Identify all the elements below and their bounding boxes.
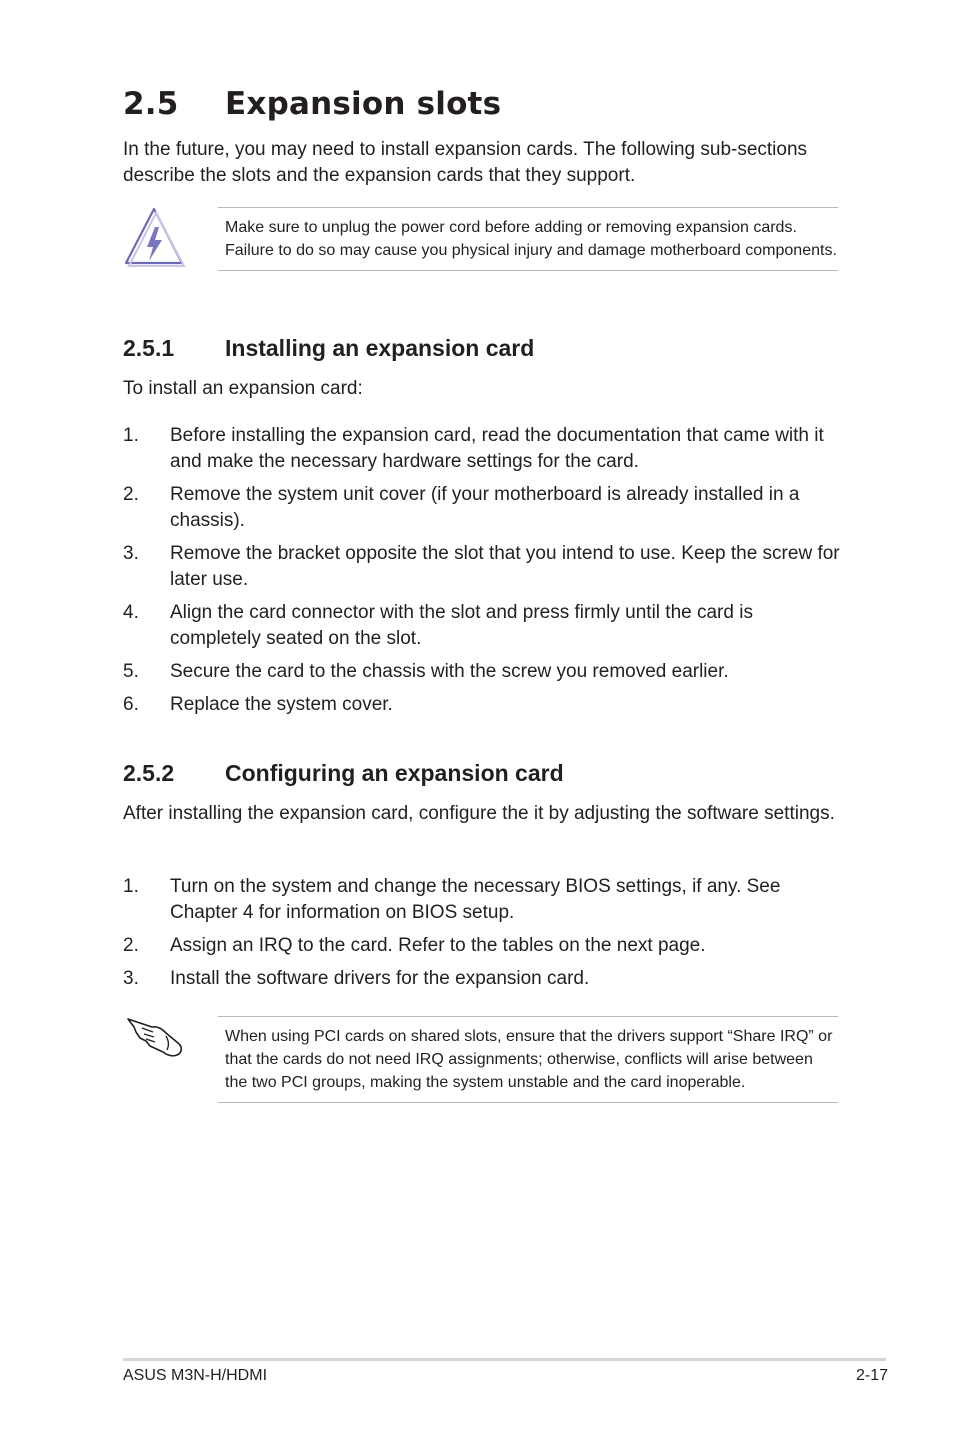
- list-item: [123, 874, 843, 926]
- list-item: [123, 600, 843, 652]
- section-title: Expansion slots: [225, 86, 502, 122]
- subsection-intro: After installing the expansion card, configure the it by adjusting the software settings.: [123, 803, 835, 824]
- warning-box: [218, 207, 838, 271]
- step-number: 1.: [123, 876, 139, 897]
- install-steps-list: [123, 423, 843, 725]
- list-item: [123, 692, 843, 718]
- footer-product-name: ASUS M3N-H/HDMI: [123, 1367, 268, 1384]
- step-text: Replace the system cover.: [170, 694, 393, 715]
- list-item: [123, 933, 843, 959]
- note-box: [218, 1016, 838, 1103]
- list-item: [123, 541, 843, 593]
- step-text: Install the software drivers for the expansion card.: [170, 968, 590, 989]
- subsection-title: Installing an expansion card: [225, 335, 535, 361]
- section-number: 2.5: [123, 86, 179, 122]
- step-text: Secure the card to the chassis with the screw you removed earlier.: [170, 661, 729, 682]
- pointing-hand-icon: [122, 1010, 186, 1065]
- step-text: Assign an IRQ to the card. Refer to the tables on the next page.: [170, 935, 706, 956]
- subsection-heading-1: [123, 335, 534, 362]
- step-number: 6.: [123, 694, 139, 715]
- warning-lightning-icon: [122, 205, 186, 272]
- configure-steps-list: [123, 874, 843, 999]
- step-number: 4.: [123, 602, 139, 623]
- note-text: When using PCI cards on shared slots, ensure that the drivers support “Share IRQ” or that the cards do not need IRQ assignments; otherwise, conflicts will arise between the two PCI groups, making the system unstable and the card inoperable.: [225, 1028, 833, 1091]
- list-item: [123, 482, 843, 534]
- step-text: Remove the system unit cover (if your motherboard is already installed in a chassis).: [170, 484, 800, 531]
- warning-text: Make sure to unplug the power cord before adding or removing expansion cards. Failure to do so may cause you physical injury and damage motherboard components.: [225, 219, 837, 259]
- subsection-number: 2.5.1: [123, 335, 175, 361]
- step-text: Remove the bracket opposite the slot that you intend to use. Keep the screw for later use.: [170, 543, 840, 590]
- footer-divider: [123, 1358, 886, 1361]
- page-title: [123, 86, 501, 122]
- step-number: 5.: [123, 661, 139, 682]
- list-item: [123, 423, 843, 475]
- step-number: 1.: [123, 425, 139, 446]
- list-item: [123, 659, 843, 685]
- step-text: Before installing the expansion card, read the documentation that came with it and make the necessary hardware settings for the card.: [170, 425, 824, 472]
- step-number: 2.: [123, 935, 139, 956]
- footer-page-number: 2-17: [855, 1367, 888, 1384]
- subsection-intro: To install an expansion card:: [123, 378, 363, 399]
- subsection-heading-2: [123, 760, 564, 787]
- step-number: 3.: [123, 968, 139, 989]
- step-text: Align the card connector with the slot and press firmly until the card is completely seated on the slot.: [170, 602, 753, 649]
- step-text: Turn on the system and change the necessary BIOS settings, if any. See Chapter 4 for information on BIOS setup.: [170, 876, 781, 923]
- step-number: 3.: [123, 543, 139, 564]
- section-intro: In the future, you may need to install expansion cards. The following sub-sections describe the slots and the expansion cards that they support.: [123, 139, 808, 186]
- step-number: 2.: [123, 484, 139, 505]
- subsection-number: 2.5.2: [123, 760, 175, 786]
- subsection-title: Configuring an expansion card: [225, 760, 564, 786]
- list-item: [123, 966, 843, 992]
